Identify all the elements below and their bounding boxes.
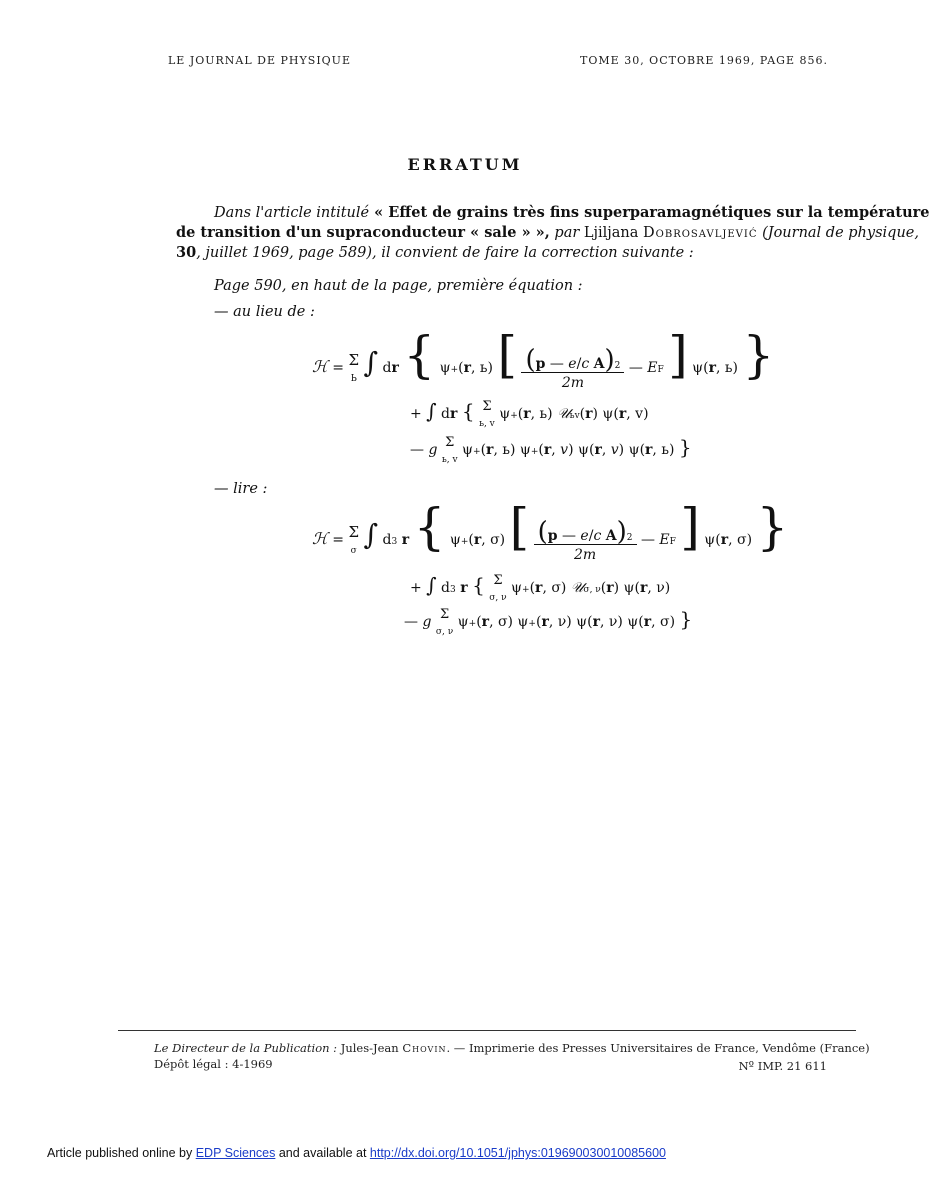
author-last: Dobrosavljević	[643, 225, 758, 241]
printer: . — Imprimerie des Presses Universitaires de France, Vendôme (France)	[446, 1041, 870, 1055]
journal-ref-2: , juillet 1969, page 589), il convient de faire la correction suivante :	[196, 245, 694, 261]
banner-prefix: Article published online by	[47, 1146, 196, 1160]
doi-link[interactable]: http://dx.doi.org/10.1051/jphys:019690030010085600	[369, 1146, 666, 1160]
publisher-link[interactable]: EDP Sciences	[195, 1146, 276, 1160]
equation-wrong-line2: + ∫ dr { Σ ь, v ψ+(r, ь) 𝒰ьv(r) ψ(r, v)	[410, 399, 649, 429]
legal-deposit: Dépôt légal : 4-1969	[154, 1057, 273, 1071]
open-quote: «	[369, 204, 389, 221]
intro-paragraph	[176, 203, 930, 263]
equation-correct-line3: — g Σ σ, ν ψ+(r, σ) ψ+(r, ν) ψ(r, ν) ψ(r, σ) }	[404, 607, 693, 637]
banner-middle: and available at	[275, 1146, 370, 1160]
page-title: ERRATUM	[407, 155, 523, 174]
journal-name: LE JOURNAL DE PHYSIQUE	[168, 54, 351, 67]
equation-correct-line1: ℋ = Σ σ ∫ d3 r { ψ+(r, σ) [ $\frac{\text{(p — e/c A)2}}{2m}$ — EF ] ψ(r, σ) }	[312, 498, 789, 563]
par-word: par	[549, 225, 584, 241]
director-name: Jules-Jean	[337, 1041, 403, 1055]
imp-number: Nº IMP. 21 611	[738, 1059, 827, 1073]
equation-wrong-line3: — g Σ ь, v ψ+(r, ь) ψ+(r, v) ψ(r, v) ψ(r, ь) }	[410, 435, 692, 465]
footer-rule	[118, 1030, 856, 1031]
issue-info: TOME 30, OCTOBRE 1969, PAGE 856.	[580, 54, 828, 67]
intro-lead: Dans l'article intitulé	[214, 205, 370, 221]
volume: 30	[176, 244, 197, 261]
equation-correct-line2: + ∫ d3 r { Σ σ, ν ψ+(r, σ) 𝒰σ, ν(r) ψ(r, ν)	[410, 573, 671, 603]
journal-ref-1: (Journal de physique,	[757, 225, 919, 241]
author-first: Ljiljana	[583, 225, 644, 241]
online-banner	[47, 1146, 666, 1160]
location-note: Page 590, en haut de la page, première équation :	[214, 278, 583, 294]
director-label: Le Directeur de la Publication :	[154, 1041, 338, 1055]
director-last: Chovin	[402, 1041, 447, 1055]
instead-label: — au lieu de :	[214, 304, 315, 320]
article-title-line2: de transition d'un supraconducteur « sale » »,	[176, 224, 550, 241]
equation-wrong-line1: ℋ = Σ Ь ∫ dr { ψ+(r, ь) [ $\frac{\text{(p — e/c A)2}}{2m}$ — EF ] ψ(r, ь) }	[312, 326, 775, 391]
article-title-line1: Effet de grains très fins superparamagnétiques sur la température	[388, 204, 930, 221]
read-label: — lire :	[214, 481, 268, 497]
publication-director	[154, 1041, 870, 1055]
